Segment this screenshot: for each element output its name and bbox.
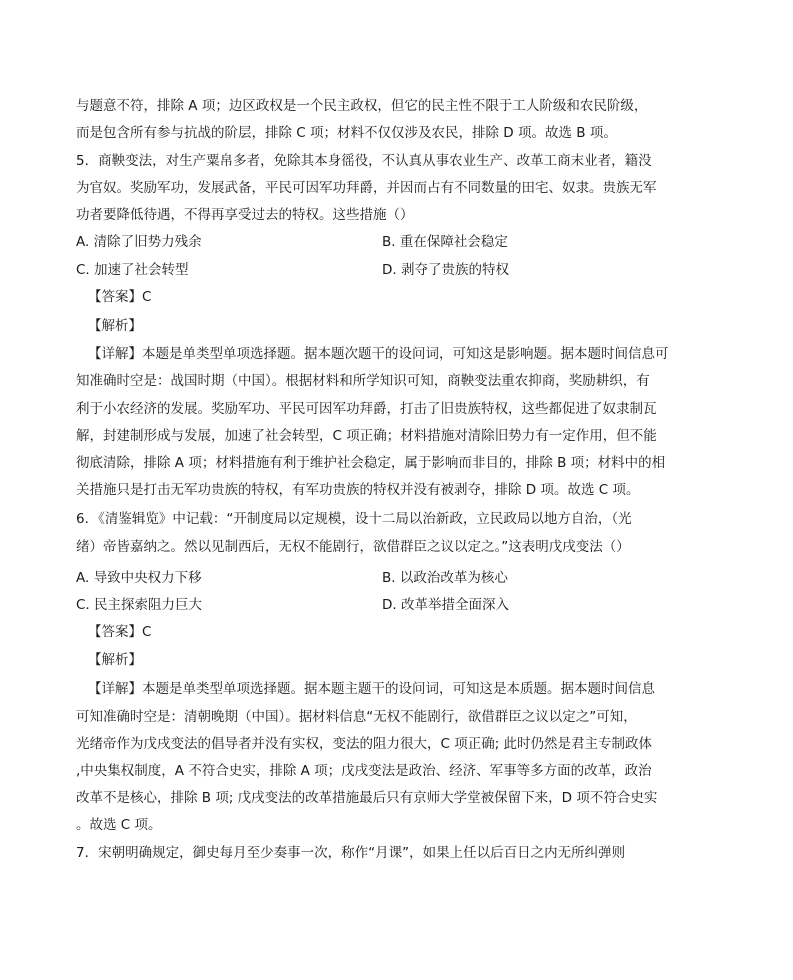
question-5-answer: 【答案】C	[88, 289, 152, 305]
question-5-option-d: D. 剥夺了贵族的特权	[382, 262, 509, 278]
question-6-option-d: D. 改革举措全面深入	[382, 597, 509, 613]
question-5-analysis-heading: 【解析】	[88, 318, 142, 334]
question-6-detail-line-1: 【详解】本题是单类型单项选择题。据本题主题干的设问词，可知这是本质题。据本题时间信息	[88, 681, 655, 697]
question-5-detail-line-6: 关措施只是打击无军功贵族的特权，有军功贵族的特权并没有被剥夺，排除 D 项。故选 C 项。	[76, 482, 640, 498]
question-5-detail-line-5: 彻底清除，排除 A 项；材料措施有利于维护社会稳定，属于影响而非目的，排除 B 项；材料中的相	[76, 455, 666, 471]
question-6-detail-line-5: 改革不是核心，排除 B 项; 戊戌变法的改革措施最后只有京师大学堂被保留下来，D 项不符合史实	[76, 790, 658, 806]
question-6-option-c: C. 民主探索阻力巨大	[76, 597, 203, 613]
question-6-detail-line-2: 可知准确时空是：清朝晚期（中国）。据材料信息“无权不能剧行，欲借群臣之议以定之”可知，	[76, 709, 637, 725]
prev-answer-line-2: 而是包含所有参与抗战的阶层，排除 C 项；材料不仅仅涉及农民，排除 D 项。故选 B 项。	[76, 125, 617, 141]
question-6-detail-line-4: ,中央集权制度，A 不符合史实，排除 A 项；戊戌变法是政治、经济、军事等多方面的改革，政治	[76, 763, 652, 779]
question-6-line-1: 6．《清鉴辑览》中记载：“开制度局以定规模，设十二局以治新政，立民政局以地方自治，（光	[76, 511, 632, 527]
question-5-option-c: C. 加速了社会转型	[76, 262, 189, 278]
question-6-answer: 【答案】C	[88, 624, 152, 640]
question-5-option-a: A. 清除了旧势力残余	[76, 234, 202, 250]
question-5-option-b: B. 重在保障社会稳定	[382, 234, 508, 250]
question-5-detail-line-2: 知准确时空是：战国时期（中国）。根据材料和所学知识可知，商鞅变法重农抑商，奖励耕织，有	[76, 373, 650, 389]
question-6-option-a: A. 导致中央权力下移	[76, 570, 202, 586]
question-6-analysis-heading: 【解析】	[88, 652, 142, 668]
question-5-detail-line-1: 【详解】本题是单类型单项选择题。据本题次题干的设问词，可知这是影响题。据本题时间信息可	[88, 346, 669, 362]
question-7-line-1: 7．宋朝明确规定，御史每月至少奏事一次，称作“月课”，如果上任以后百日之内无所纠弹则	[76, 845, 626, 861]
prev-answer-line-1: 与题意不符，排除 A 项；边区政权是一个民主政权，但它的民主性不限于工人阶级和农民阶级，	[76, 98, 648, 114]
question-6-option-b: B. 以政治改革为核心	[382, 570, 508, 586]
question-6-detail-line-3: 光绪帝作为戊戌变法的倡导者并没有实权，变法的阻力很大，C 项正确; 此时仍然是君主专制政体	[76, 736, 653, 752]
question-5-line-1: 5．商鞅变法，对生产粟帛多者，免除其本身徭役，不认真从事农业生产、改革工商末业者，籍没	[76, 153, 652, 169]
question-6-line-2: 绪）帝皆嘉纳之。然以见制西后，无权不能剧行，欲借群臣之议以定之。”这表明戊戌变法（）	[76, 539, 630, 555]
question-6-detail-line-6: 。故选 C 项。	[76, 817, 162, 833]
question-5-line-3: 功者要降低待遇，不得再享受过去的特权。这些措施（）	[76, 207, 414, 223]
question-5-detail-line-3: 利于小农经济的发展。奖励军功、平民可因军功拜爵，打击了旧贵族特权，这些都促进了奴隶制瓦	[76, 401, 657, 417]
question-5-detail-line-4: 解，封建制形成与发展，加速了社会转型，C 项正确；材料措施对清除旧势力有一定作用，但不能	[76, 428, 657, 444]
question-5-line-2: 为官奴。奖励军功，发展武备，平民可因军功拜爵，并因而占有不同数量的田宅、奴隶。贵族无军	[76, 180, 657, 196]
